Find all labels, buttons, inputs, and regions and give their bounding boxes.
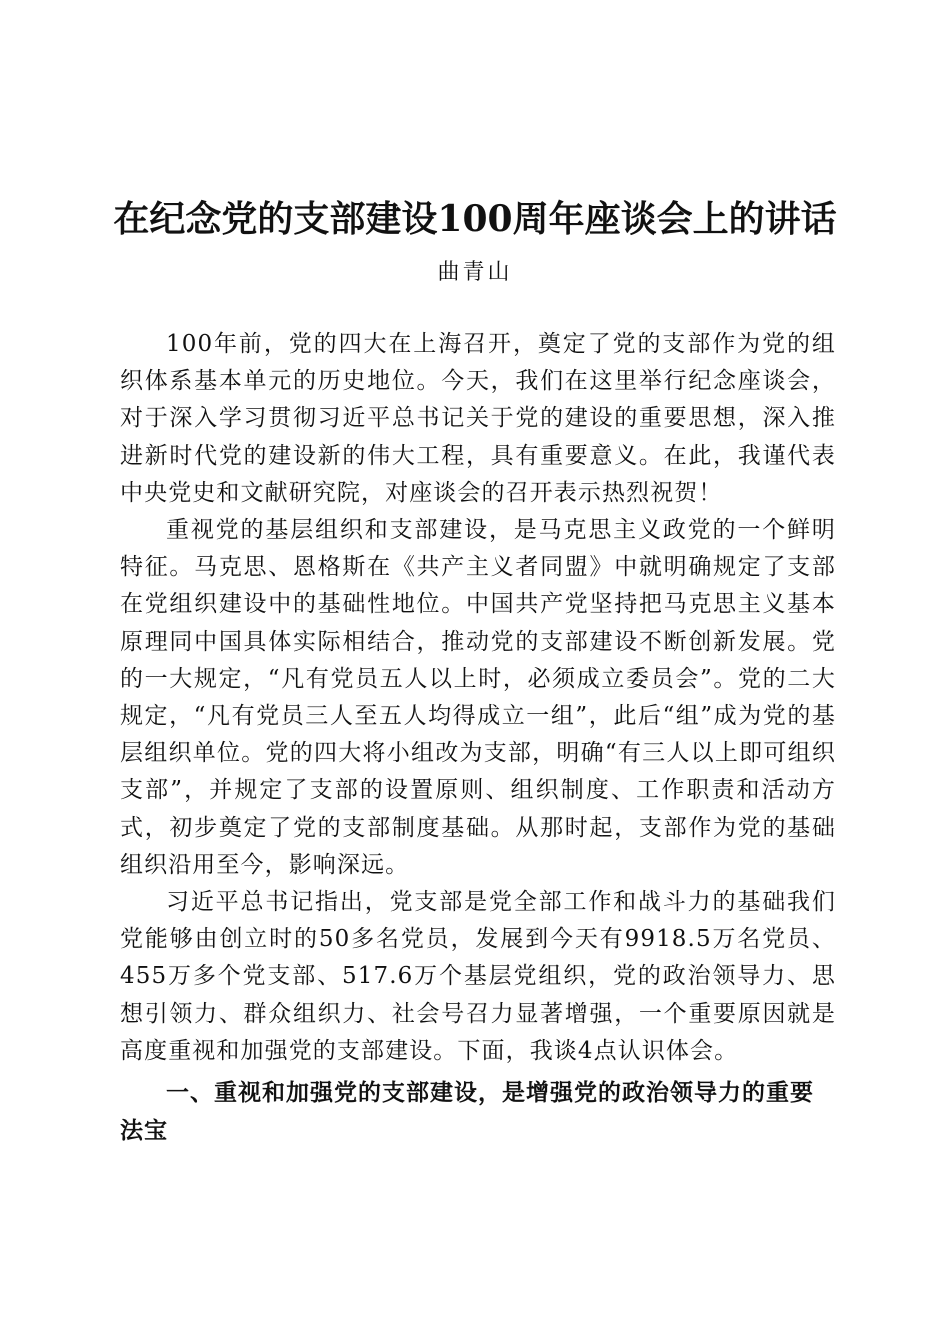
document-title: 在纪念党的支部建设100周年座谈会上的讲话: [113, 198, 837, 240]
document-body: [120, 326, 836, 1150]
section-heading-one: 一、重视和加强党的支部建设，是增强党的政治领导力的重要法宝: [120, 1080, 814, 1145]
paragraph-intro: 100年前，党的四大在上海召开，奠定了党的支部作为党的组织体系基本单元的历史地位。今天，我们在这里举行纪念座谈会，对于深入学习贯彻习近平总书记关于党的建设的重要思想，深入推进新时代党的建设新的伟大工程，具有重要意义。在此，我谨代表中央党史和文献研究院，对座谈会的召开表示热烈祝贺！: [120, 331, 836, 506]
paragraph-history: 重视党的基层组织和支部建设，是马克思主义政党的一个鲜明特征。马克思、恩格斯在《共产主义者同盟》中就明确规定了支部在党组织建设中的基础性地位。中国共产党坚持把马克思主义基本原理同中国具体实际相结合，推动党的支部建设不断创新发展。党的一大规定，“凡有党员五人以上时，必须成立委员会”。党的二大规定，“凡有党员三人至五人均得成立一组”，此后“组”成为党的基层组织单位。党的四大将小组改为支部，明确“有三人以上即可组织支部”，并规定了支部的设置原则、组织制度、工作职责和活动方式，初步奠定了党的支部制度基础。从那时起，支部作为党的基础组织沿用至今，影响深远。: [120, 517, 836, 878]
paragraph-significance: 习近平总书记指出，党支部是党全部工作和战斗力的基础我们党能够由创立时的50多名党员，发展到今天有9918.5万名党员、455万多个党支部、517.6万个基层党组织，党的政治领导力、思想引领力、群众组织力、社会号召力显著增强，一个重要原因就是高度重视和加强党的支部建设。下面，我谈4点认识体会。: [120, 889, 836, 1064]
author-name: 曲青山: [437, 260, 513, 285]
